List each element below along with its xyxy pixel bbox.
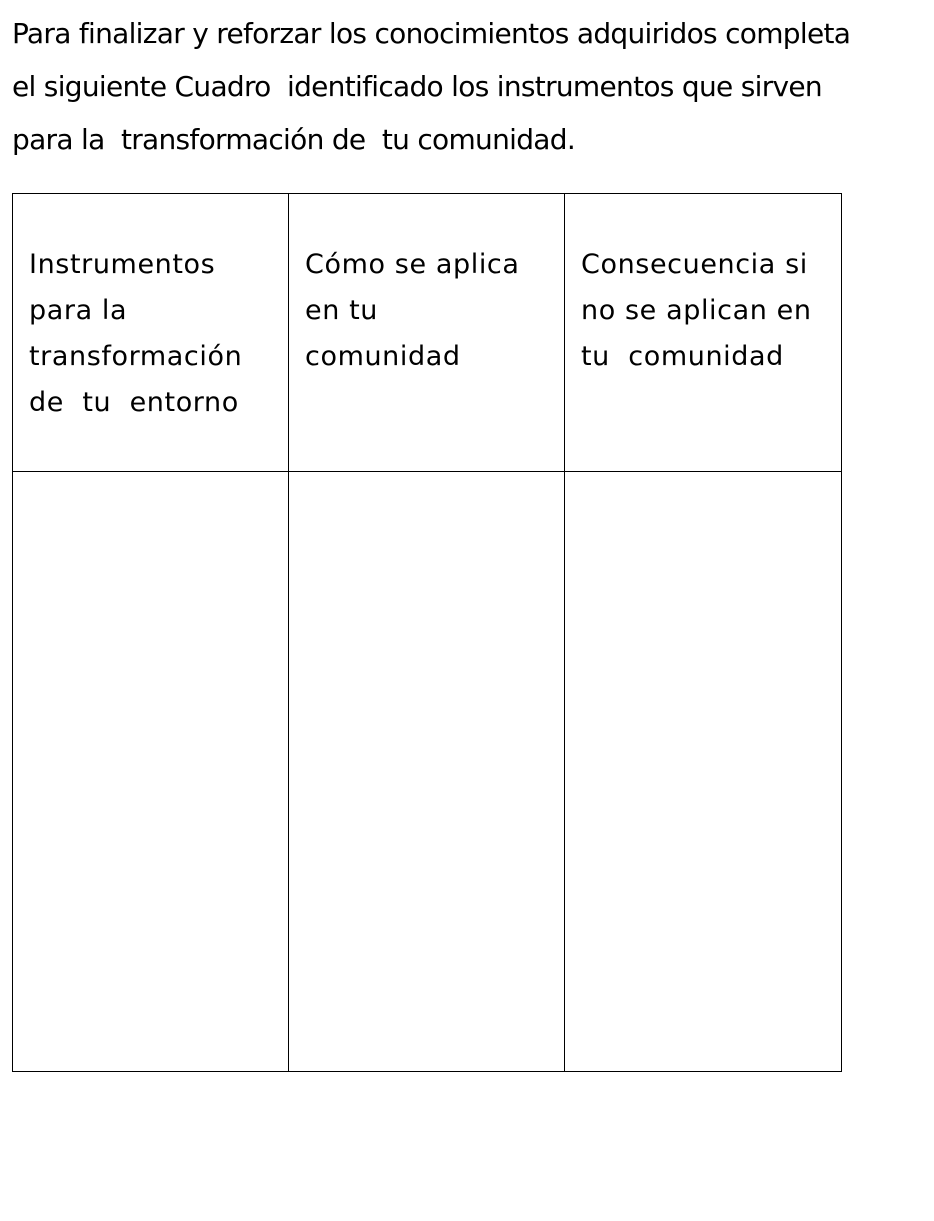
header-text-line: no se aplican en (581, 295, 812, 326)
header-cell-application (289, 194, 565, 472)
header-cell-instruments (13, 194, 289, 472)
header-text (13, 194, 288, 426)
answer-cell-instruments (13, 472, 289, 1072)
answer-cell-consequence (565, 472, 842, 1072)
header-text-line: transformación (29, 341, 243, 372)
header-text (565, 194, 841, 380)
table-row (13, 472, 842, 1072)
header-text-line: en tu (305, 295, 379, 326)
answer-cell-application (289, 472, 565, 1072)
instructions-paragraph (12, 12, 934, 171)
header-text-line: comunidad (305, 341, 461, 372)
header-text-line: Instrumentos (29, 249, 216, 280)
header-cell-consequence (565, 194, 842, 472)
instructions-line: el siguiente Cuadro identificado los instrumentos que sirven (12, 70, 822, 103)
instructions-line: para la transformación de tu comunidad. (12, 123, 576, 156)
header-text-line: de tu entorno (29, 387, 239, 418)
table-header-row (13, 194, 842, 472)
instructions-line: Para finalizar y reforzar los conocimientos adquiridos completa (12, 17, 851, 50)
instruments-table (12, 193, 842, 1072)
header-text (289, 194, 564, 380)
header-text-line: Cómo se aplica (305, 249, 520, 280)
header-text-line: Consecuencia si (581, 249, 808, 280)
header-text-line: tu comunidad (581, 341, 784, 372)
header-text-line: para la (29, 295, 128, 326)
